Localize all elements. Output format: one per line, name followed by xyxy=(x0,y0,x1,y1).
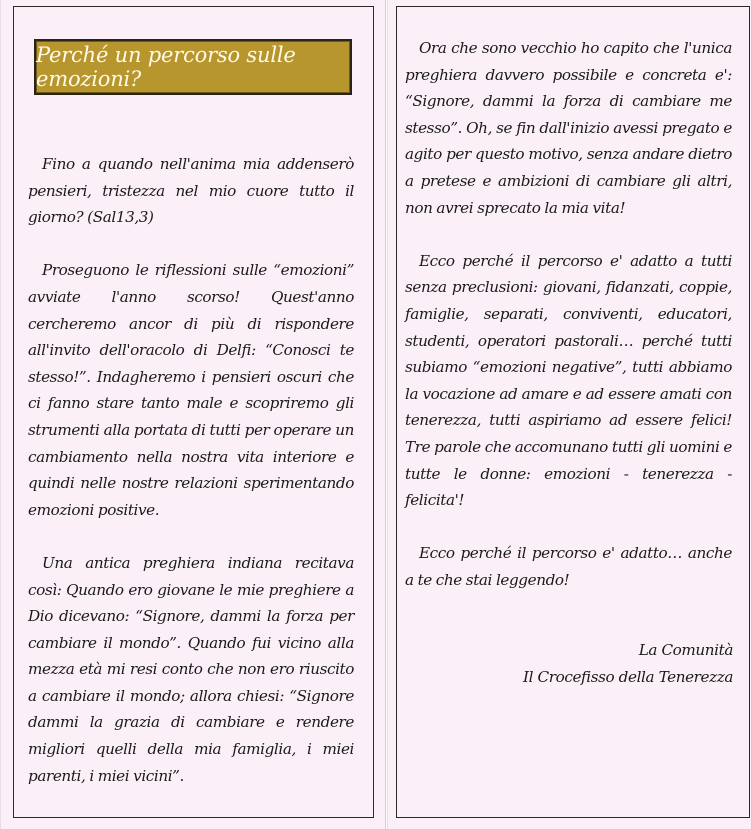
page-title: Perché un percorso sulle emozioni? xyxy=(36,43,296,91)
left-page-frame xyxy=(13,6,374,818)
paragraph-reader: Ecco perché il percorso e' adatto… anche a te che stai leggendo! xyxy=(405,544,732,589)
right-text-column xyxy=(405,35,732,620)
signature-community: La Comunità xyxy=(638,641,733,659)
paragraph-audience: Ecco perché il percorso e' adatto a tutti senza preclusioni: giovani, fidanzati, coppie, famiglie, separati, conviventi, educatori, studenti, operatori pastorali… perché tutti subiamo “emozioni negative”, tutti abbiamo la vocazione ad amare e ad essere amati con tenerezza, tutti aspiriamo ad essere felici! Tre parole che accomunano tutti gli uomini e tutte le donne: emozioni - tenerezza - felicita'! xyxy=(405,251,732,510)
right-page-frame xyxy=(396,6,750,818)
paragraph-psalm-quote: Fino a quando nell'anima mia addenserò pensieri, tristezza nel mio cuore tutto il giorno? (Sal13,3) xyxy=(28,155,354,227)
paragraph-indian-prayer: Una antica preghiera indiana recitava così: Quando ero giovane le mie preghiere a Dio dicevano: “Signore, dammi la forza per cambiare il mondo”. Quando fui vicino alla mezza età mi resi conto che non ero riuscito a cambiare il mondo; allora chiesi: “Signore dammi la grazia di cambiare e rendere migliori quelli della mia famiglia, i miei parenti, i miei vicini”. xyxy=(28,553,354,785)
title-banner xyxy=(34,39,352,95)
right-page xyxy=(387,0,752,829)
left-text-column xyxy=(28,151,354,816)
paragraph-introduction: Proseguono le riflessioni sulle “emozioni” avviate l'anno scorso! Quest'anno cercheremo ancor di più di rispondere all'invito dell'oracolo di Delfi: “Conosci te stesso!”. Indagheremo i pensieri oscuri che ci fanno stare tanto male e scopriremo gli strumenti alla portata di tutti per operare un cambiamento nella nostra vita interiore e quindi nelle nostre relazioni sperimentando emozioni positive. xyxy=(28,261,354,519)
signature-name: Il Crocefisso della Tenerezza xyxy=(523,667,733,686)
signature xyxy=(413,637,733,690)
paragraph-prayer-conclusion: Ora che sono vecchio ho capito che l'unica preghiera davvero possibile e concreta e': “Signore, dammi la forza di cambiare me stesso”. Oh, se fin dall'inizio avessi pregato e agito per questo motivo, senza andare dietro a pretese e ambizioni di cambiare gli altri, non avrei sprecato la mia vita! xyxy=(405,39,732,217)
